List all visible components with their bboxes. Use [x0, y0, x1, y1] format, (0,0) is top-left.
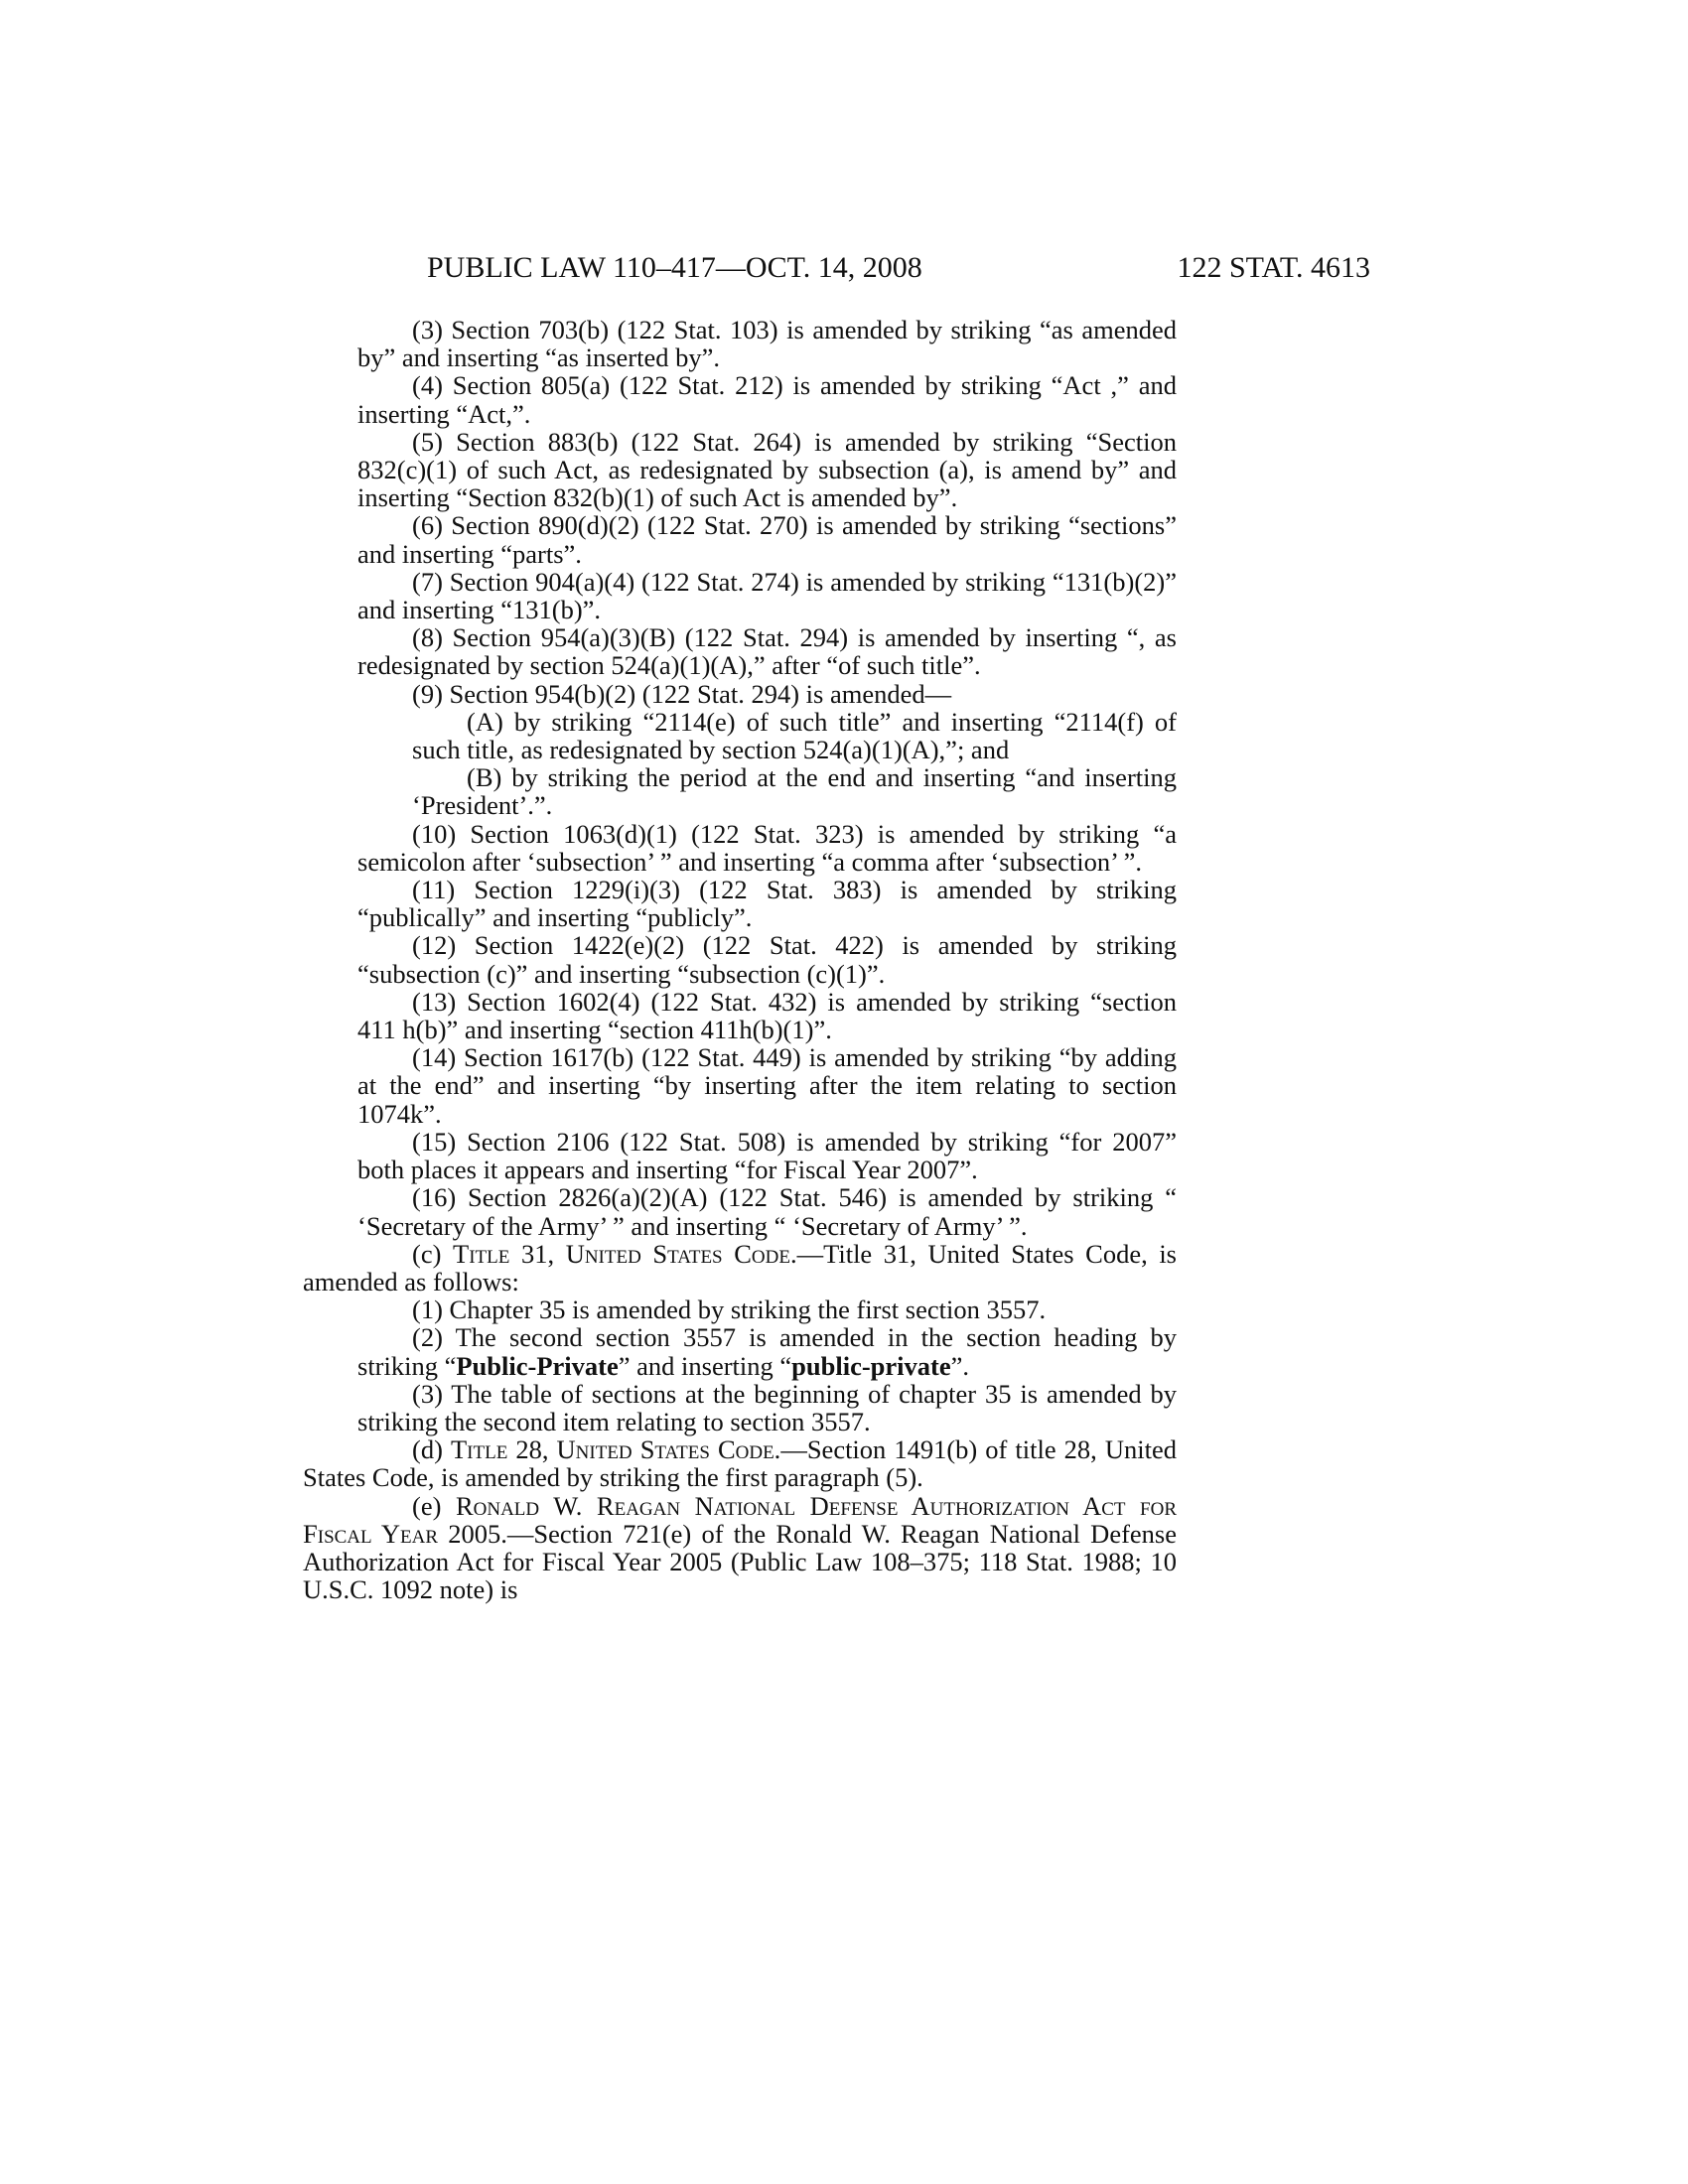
paragraph-9: (9) Section 954(b)(2) (122 Stat. 294) is amended—: [412, 678, 952, 709]
paragraph-10: (10) Section 1063(d)(1) (122 Stat. 323) is amended by striking “a semicolon after ‘subsection’ ” and inserting “a comma after ‘subsection’ ”.: [357, 818, 1177, 877]
subsection-c-heading: Title 31, United States Code.: [453, 1238, 797, 1269]
document-body: [303, 316, 1177, 1603]
subsection-c-text: —Title 31, United States Code, is amended as follows:: [303, 1238, 1177, 1297]
paragraph-6: (6) Section 890(d)(2) (122 Stat. 270) is amended by striking “sections” and inserting “parts”.: [357, 510, 1177, 569]
subparagraph-9-b: (B) by striking the period at the end and inserting “and inserting ‘President’.”.: [412, 762, 1177, 821]
subsection-e: [303, 1492, 1177, 1604]
paragraph-16: (16) Section 2826(a)(2)(A) (122 Stat. 546) is amended by striking “ ‘Secretary of the Army’ ” and inserting “ ‘Secretary of Army’ ”.: [357, 1182, 1177, 1241]
paragraph-4: (4) Section 805(a) (122 Stat. 212) is amended by striking “Act ,” and inserting “Act,”.: [357, 370, 1177, 429]
paragraph-14: (14) Section 1617(b) (122 Stat. 449) is amended by striking “by adding at the end” and inserting “by inserting after the item relating to section 1074k”.: [357, 1042, 1177, 1129]
paragraph-5: (5) Section 883(b) (122 Stat. 264) is amended by striking “Section 832(c)(1) of such Act, as redesignated by subsection (a), is amend by” and inserting “Section 832(b)(1) of such Act is amended by”.: [357, 426, 1177, 513]
subsection-c: [303, 1240, 1177, 1296]
header-public-law: PUBLIC LAW 110–417—OCT. 14, 2008: [427, 251, 922, 284]
subsection-e-text: —Section 721(e) of the Ronald W. Reagan National Defense Authorization Act for Fiscal Year 2005 (Public Law 108–375; 118 Stat. 1988; 10 U.S.C. 1092 note) is: [303, 1518, 1177, 1605]
subsection-c-paragraph-1: (1) Chapter 35 is amended by striking the first section 3557.: [412, 1295, 1047, 1325]
paragraph-12: (12) Section 1422(e)(2) (122 Stat. 422) is amended by striking “subsection (c)” and inserting “subsection (c)(1)”.: [357, 930, 1177, 989]
paragraph-13: (13) Section 1602(4) (122 Stat. 432) is amended by striking “section 411 h(b)” and inserting “section 411h(b)(1)”.: [357, 986, 1177, 1045]
running-header: [427, 248, 1370, 288]
header-stat-page: 122 STAT. 4613: [1177, 251, 1370, 284]
subsection-c-label: (c): [412, 1238, 442, 1269]
subsection-d-heading: Title 28, United States Code.: [450, 1434, 781, 1465]
subsection-c-paragraph-2: [357, 1323, 1177, 1379]
subsection-d-text: —Section 1491(b) of title 28, United States Code, is amended by striking the first paragraph (5).: [303, 1434, 1177, 1493]
c2-bold-public-private: Public-Private: [456, 1350, 619, 1381]
c2-text-pre: (2) The second section 3557 is amended in the section heading by striking “: [357, 1322, 1177, 1381]
subsection-e-label: (e): [412, 1490, 442, 1521]
paragraph-7: (7) Section 904(a)(4) (122 Stat. 274) is amended by striking “131(b)(2)” and inserting “131(b)”.: [357, 566, 1177, 625]
subsection-d: [303, 1435, 1177, 1491]
c2-text-mid: ” and inserting “: [618, 1350, 792, 1381]
paragraph-15: (15) Section 2106 (122 Stat. 508) is amended by striking “for 2007” both places it appears and inserting “for Fiscal Year 2007”.: [357, 1126, 1177, 1185]
c2-bold-public-private-lower: public-private: [791, 1350, 951, 1381]
subsection-d-label: (d): [412, 1434, 443, 1465]
paragraph-11: (11) Section 1229(i)(3) (122 Stat. 383) is amended by striking “publically” and inserting “publicly”.: [357, 875, 1177, 933]
paragraph-3: (3) Section 703(b) (122 Stat. 103) is amended by striking “as amended by” and inserting “as inserted by”.: [357, 315, 1177, 373]
subsection-c-paragraph-3: (3) The table of sections at the beginning of chapter 35 is amended by striking the second item relating to section 3557.: [357, 1378, 1177, 1436]
c2-text-post: ”.: [950, 1350, 970, 1381]
subparagraph-9-a: (A) by striking “2114(e) of such title” and inserting “2114(f) of such title, as redesignated by section 524(a)(1)(A),”; and: [412, 706, 1177, 765]
subsection-e-heading: Ronald W. Reagan National Defense Authorization Act for Fiscal Year 2005.: [303, 1490, 1178, 1549]
paragraph-8: (8) Section 954(a)(3)(B) (122 Stat. 294) is amended by inserting “, as redesignated by section 524(a)(1)(A),” after “of such title”.: [357, 622, 1177, 681]
